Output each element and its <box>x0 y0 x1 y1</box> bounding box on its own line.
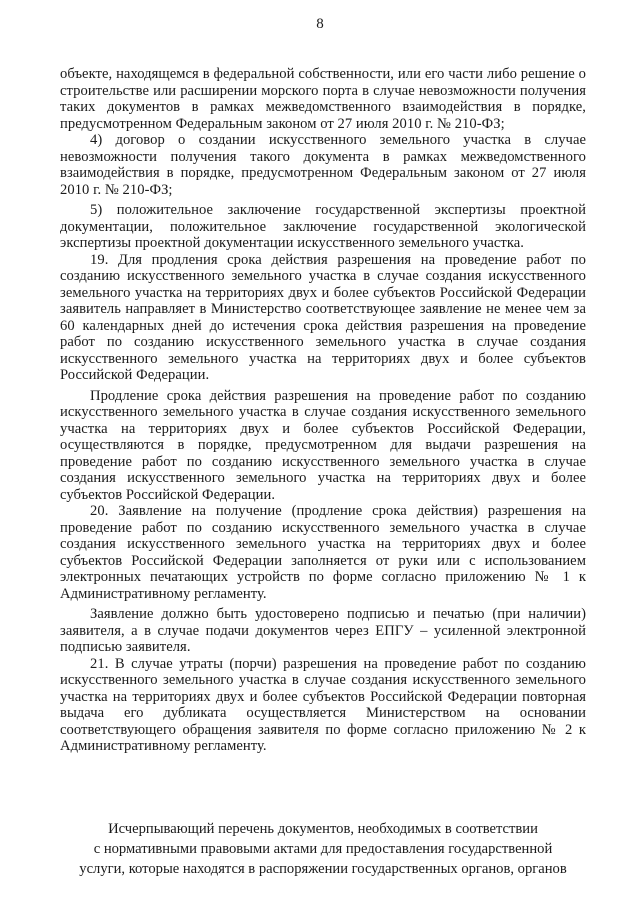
document-body <box>60 66 586 755</box>
paragraph-continuation: объекте, находящемся в федеральной собственности, или его части либо решение о строительстве или расширении морского порта в случае невозможности получения таких документов в рамках межведомственного взаимодействия в порядке, предусмотренном Федеральным законом от 27 июля 2010 г. № 210-ФЗ; <box>60 66 586 132</box>
section-heading <box>60 819 586 879</box>
page-number: 8 <box>316 16 324 32</box>
section-heading-line: Исчерпывающий перечень документов, необходимых в соответствии <box>108 821 538 837</box>
paragraph-item-4: 4) договор о создании искусственного земельного участка в случае невозможности получения такого документа в рамках межведомственного взаимодействия в порядке, предусмотренном Федеральным законом от 27 июля 2010 г. № 210-ФЗ; <box>60 132 586 198</box>
paragraph-clause-21: 21. В случае утраты (порчи) разрешения на проведение работ по созданию искусственного земельного участка в случае создания искусственного земельного участка на территориях двух и более субъектов Российской Федерации повторная выдача его дубликата осуществляется Министерством на основании соответствующего обращения заявителя по форме согласно приложению № 2 к Административному регламенту. <box>60 655 586 754</box>
paragraph-item-5: 5) положительное заключение государственной экспертизы проектной документации, положительное заключение государственной экологической экспертизы проектной документации искусственного земельного участка. <box>60 202 586 251</box>
paragraph-clause-20: 20. Заявление на получение (продление срока действия) разрешения на проведение работ по созданию искусственного земельного участка в случае создания искусственного земельного участка на территориях двух и более субъектов Российской Федерации заполняется от руки или с использованием электронных печатающих устройств по форме согласно приложению № 1 к Административному регламенту. <box>60 503 586 602</box>
paragraph-signature-requirement: Заявление должно быть удостоверено подписью и печатью (при наличии) заявителя, а в случае подачи документов через ЕПГУ – усиленной электронной подписью заявителя. <box>60 606 586 655</box>
section-heading-line: услуги, которые находятся в распоряжении государственных органов, органов <box>79 861 567 877</box>
paragraph-clause-19: 19. Для продления срока действия разрешения на проведение работ по созданию искусственного земельного участка в случае создания искусственного земельного участка на территориях двух и более субъектов Российской Федерации заявитель направляет в Министерство соответствующее заявление не менее чем за 60 календарных дней до истечения срока действия разрешения на проведение работ по созданию искусственного земельного участка в случае создания искусственного земельного участка на территориях двух и более субъектов Российской Федерации. <box>60 251 586 383</box>
paragraph-extension-procedure: Продление срока действия разрешения на проведение работ по созданию искусственного земельного участка в случае создания искусственного земельного участка на территориях двух и более субъектов Российской Федерации, осуществляются в порядке, предусмотренном для выдачи разрешения на проведение работ по созданию искусственного земельного участка в случае создания искусственного земельного участка на территориях двух и более субъектов Российской Федерации. <box>60 387 586 503</box>
section-heading-line: с нормативными правовыми актами для предоставления государственной <box>93 841 553 857</box>
